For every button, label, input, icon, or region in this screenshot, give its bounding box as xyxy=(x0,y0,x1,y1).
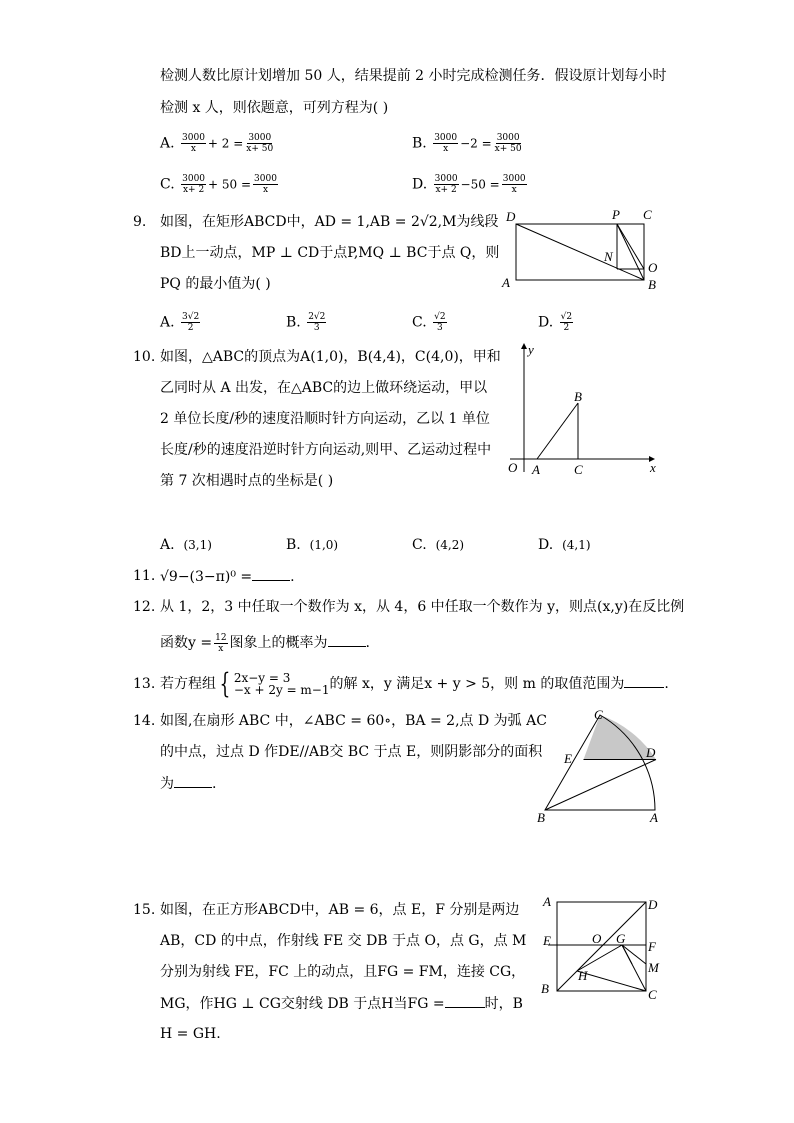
q9-option-d[interactable]: D. $\frac{√2}{2}$ xyxy=(538,312,573,333)
label-e: E xyxy=(564,751,572,766)
fraction: $\frac{12}{x}$ xyxy=(215,632,227,654)
label-c: C xyxy=(594,707,603,722)
q15-line5: H = GH. xyxy=(160,1026,221,1042)
q10-option-d[interactable]: D. (4,1) xyxy=(538,537,591,553)
q10-coordinate-figure xyxy=(500,338,670,480)
label-d: D xyxy=(646,745,656,760)
fraction: $\frac{3000}{x+ 50}$ xyxy=(494,133,522,154)
fraction: $\frac{√2}{3}$ xyxy=(434,312,446,333)
label-c: C xyxy=(643,207,652,222)
q11-line: √9−(3−π)⁰ = . xyxy=(160,566,295,587)
q9-rectangle-figure xyxy=(498,203,668,295)
q8-option-a[interactable]: A. $\frac{3000}{x}$ + 2 = $\frac{3000}{x+ 50}$ xyxy=(160,133,274,154)
q10-line1: 如图，△ABC的顶点为A(1,0)，B(4,4)，C(4,0)，甲和 xyxy=(160,349,501,365)
fraction: $\frac{2√2}{3}$ xyxy=(308,312,326,333)
q8-option-d[interactable]: D. $\frac{3000}{x+ 2}$ −50 = $\frac{3000}{x}$ xyxy=(412,174,526,195)
q12-line1: 从 1，2，3 中任取一个数作为 x，从 4，6 中任取一个数作为 y，则点(x,y)在反比例 xyxy=(160,599,685,615)
q8-line1: 检测人数比原计划增加 50 人，结果提前 2 小时完成检测任务．假设原计划每小时 xyxy=(160,68,667,84)
q15-line1: 如图，在正方形ABCD中，AB = 6，点 E，F 分别是两边 xyxy=(160,902,520,918)
q13-number: 13. xyxy=(133,676,156,692)
fraction: $\frac{3000}{x+ 50}$ xyxy=(246,133,274,154)
label-y: y xyxy=(528,342,534,357)
label-a: A xyxy=(543,894,551,909)
q9-option-a[interactable]: A. $\frac{3√2}{2}$ xyxy=(160,312,200,333)
label-a: A xyxy=(502,275,510,290)
label-b: B xyxy=(574,389,582,404)
fraction: $\frac{3000}{x}$ xyxy=(254,174,277,195)
q15-line3: 分别为射线 FE，FC 上的动点，且FG = FM，连接 CG， xyxy=(160,964,526,980)
q10-line3: 2 单位长度/秒的速度沿顺时针方向运动，乙以 1 单位 xyxy=(160,411,490,427)
q9-line1: 如图，在矩形ABCD中，AD = 1,AB = 2√2,M为线段 xyxy=(160,214,499,230)
label-d: D xyxy=(648,897,658,912)
label-b: B xyxy=(541,981,549,996)
label-a: A xyxy=(650,810,658,825)
label-x: x xyxy=(650,460,656,475)
q8-option-b[interactable]: B. $\frac{3000}{x}$ −2 = $\frac{3000}{x+ 50}$ xyxy=(412,133,522,154)
label-d: D xyxy=(506,209,516,224)
q15-line2: AB，CD 的中点，作射线 FE 交 DB 于点 O，点 G，点 M xyxy=(160,933,527,949)
q10-option-a[interactable]: A. (3,1) xyxy=(160,537,212,553)
label-e: E xyxy=(543,933,551,948)
q12-number: 12. xyxy=(133,599,156,615)
label-o: O xyxy=(592,931,602,946)
answer-blank[interactable] xyxy=(445,993,485,1008)
fraction: $\frac{3000}{x+ 2}$ xyxy=(434,174,458,195)
label-m: M xyxy=(648,960,659,975)
label-b: B xyxy=(648,277,656,292)
equation-system: { 2x−y = 3 −x + 2y = m−1 xyxy=(219,667,330,700)
fraction: $\frac{3000}{x}$ xyxy=(182,133,205,154)
q15-square-figure xyxy=(530,893,670,1005)
q14-line2: 的中点，过点 D 作DE//AB交 BC 于点 E，则阴影部分的面积 xyxy=(160,744,543,760)
q8-option-c[interactable]: C. $\frac{3000}{x+ 2}$ + 50 = $\frac{3000}{x}$ xyxy=(160,174,277,195)
label-n: N xyxy=(604,249,613,264)
fraction: $\frac{3000}{x}$ xyxy=(502,174,526,195)
q12-line2: 函数y = $\frac{12}{x}$ 图象上的概率为 . xyxy=(160,632,370,654)
q15-number: 15. xyxy=(133,902,156,918)
answer-blank[interactable] xyxy=(252,566,290,581)
q10-option-b[interactable]: B. (1,0) xyxy=(286,537,339,553)
label-p: P xyxy=(612,207,620,222)
label-b: B xyxy=(537,810,545,825)
label-g: G xyxy=(616,931,626,946)
q11-number: 11. xyxy=(133,568,156,584)
label-o: O xyxy=(648,260,658,275)
q8-line2: 检测 x 人，则依题意，可列方程为( ) xyxy=(160,100,389,116)
label-c: C xyxy=(648,987,657,1002)
q10-number: 10. xyxy=(133,349,156,365)
fraction: $\frac{3000}{x}$ xyxy=(434,133,458,154)
q14-line1: 如图,在扇形 ABC 中，∠ABC = 60∘，BA = 2,点 D 为弧 AC xyxy=(160,713,547,729)
answer-blank[interactable] xyxy=(174,773,212,788)
q14-number: 14. xyxy=(133,713,156,729)
label-h: H xyxy=(578,968,588,983)
q9-line3: PQ 的最小值为( ) xyxy=(160,276,271,292)
q10-line5: 第 7 次相遇时点的坐标是( ) xyxy=(160,473,334,489)
answer-blank[interactable] xyxy=(624,673,664,688)
q9-option-b[interactable]: B. $\frac{2√2}{3}$ xyxy=(286,312,326,333)
q15-line4: MG，作HG ⊥ CG交射线 DB 于点H当FG = 时，B xyxy=(160,993,523,1014)
label-o: O xyxy=(508,460,518,475)
answer-blank[interactable] xyxy=(328,632,366,647)
q9-option-c[interactable]: C. $\frac{√2}{3}$ xyxy=(412,312,446,333)
q10-option-c[interactable]: C. (4,2) xyxy=(412,537,465,553)
q9-line2: BD上一动点，MP ⊥ CD于点P,MQ ⊥ BC于点 Q，则 xyxy=(160,245,500,261)
q9-number: 9. xyxy=(133,214,147,230)
q14-line3: 为 . xyxy=(160,773,216,794)
label-a: A xyxy=(532,462,540,477)
label-c: C xyxy=(574,462,583,477)
fraction: $\frac{3000}{x+ 2}$ xyxy=(182,174,206,195)
label-f: F xyxy=(648,939,656,954)
q10-line2: 乙同时从 A 出发，在△ABC的边上做环绕运动，甲以 xyxy=(160,380,488,396)
q10-line4: 长度/秒的速度沿逆时针方向运动,则甲、乙运动过程中 xyxy=(160,442,492,458)
fraction: $\frac{3√2}{2}$ xyxy=(182,312,200,333)
q14-sector-figure xyxy=(530,704,670,829)
q13-line: 若方程组 { 2x−y = 3 −x + 2y = m−1 的解 x，y 满足x + y > 5，则 m 的取值范围为 . xyxy=(160,667,669,700)
fraction: $\frac{√2}{2}$ xyxy=(560,312,573,333)
